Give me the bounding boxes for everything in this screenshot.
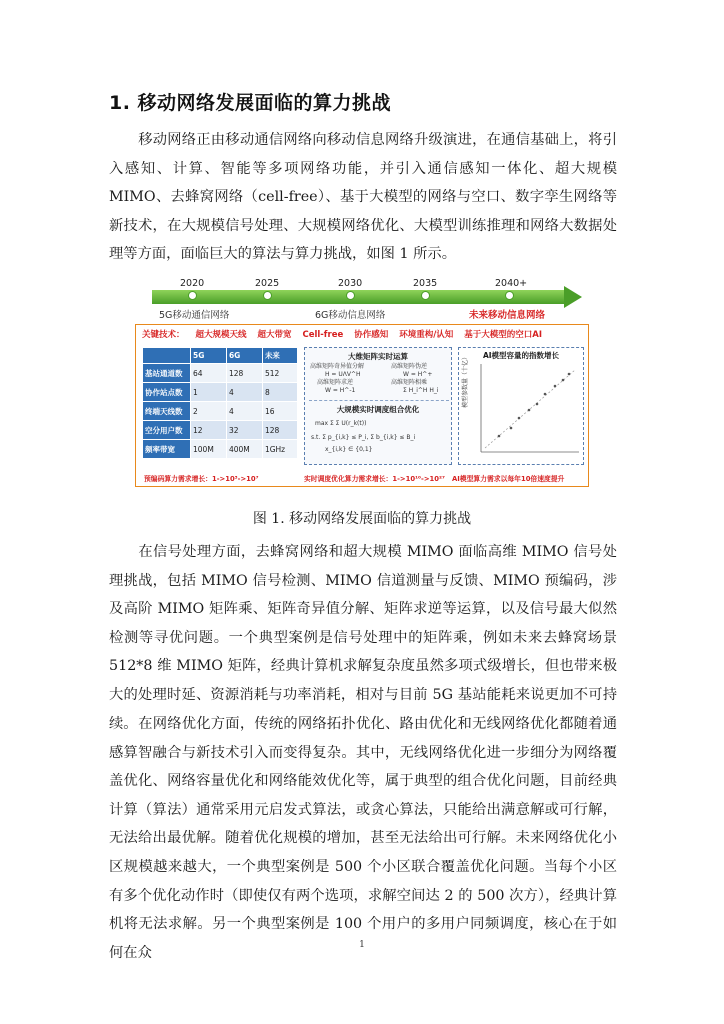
table-cell: 400M xyxy=(226,440,262,459)
plot-title: AI模型容量的指数增长 xyxy=(482,351,560,360)
scheduling-box-title: 大规模实时调度组合优化 xyxy=(336,405,420,414)
algorithm-boxes xyxy=(304,347,452,465)
paragraph-intro xyxy=(109,126,617,269)
table-cell: 32 xyxy=(226,421,262,440)
footnote-ai: AI模型算力需求以每年10倍速度提升 xyxy=(452,475,565,483)
key-tech-item: 协作感知 xyxy=(354,330,389,340)
table-header-row xyxy=(143,348,298,364)
data-point xyxy=(498,435,501,438)
key-tech-item: 基于大模型的空口AI xyxy=(464,330,543,340)
page-number: 1 xyxy=(359,940,365,950)
paragraph-signal-processing xyxy=(109,538,617,738)
key-tech-row xyxy=(142,328,550,340)
timeline-arrow-head xyxy=(564,286,582,308)
table-row-label: 频率带宽 xyxy=(143,440,191,459)
timeline-year: 2035 xyxy=(413,278,438,289)
timeline-bar xyxy=(152,290,564,304)
section-heading: 1. 移动网络发展面临的算力挑战 xyxy=(109,92,392,114)
formula-text: s.t. Σ p_{i,k} ≤ P_i, Σ b_{i,k} ≤ B_i xyxy=(311,434,416,441)
data-point xyxy=(562,379,565,382)
timeline-marker xyxy=(263,291,272,300)
data-point xyxy=(528,409,531,412)
table-cell: 4 xyxy=(226,383,262,402)
table-cell: 8 xyxy=(262,383,297,402)
timeline-year: 2030 xyxy=(338,278,363,289)
table-row xyxy=(143,383,298,402)
paragraph-signal-processing-text: 在信号处理方面，去蜂窝网络和超大规模 MIMO 面临高维 MIMO 信号处理挑战，包括 MIMO 信号检测、MIMO 信道测量与反馈、MIMO 预编码，涉及高阶 MIMO 矩阵乘、矩阵奇异值分解、矩阵求逆等运算，以及信号最大似然检测等寻优问题。一个典型案例是信号处理中的矩阵乘，例如未来去蜂窝场景 512*8 维 MIMO 矩阵，经典计算机求解复杂度虽然多项式级增长，但也带来极大的处理时延、资源消耗与功率消耗，相对与目前 5G 基站能耗来说更加不可持续。 xyxy=(109,544,617,732)
table-cell: 1GHz xyxy=(262,440,297,459)
plot-points xyxy=(498,373,571,438)
footnote-precoding: 预编码算力需求增长：1->10³->10⁷ xyxy=(144,475,259,483)
table-header-cell xyxy=(143,348,191,364)
table-cell: 1 xyxy=(191,383,227,402)
table-row-label: 空分用户数 xyxy=(143,421,191,440)
parameter-table xyxy=(142,347,298,459)
key-tech-item: Cell-free xyxy=(302,330,344,340)
table-cell: 4 xyxy=(226,402,262,421)
data-point xyxy=(536,403,539,406)
formula-text: 高维矩阵求逆 xyxy=(317,379,354,386)
timeline xyxy=(152,290,582,304)
paragraph-network-optimization-text: 在网络优化方面，传统的网络拓扑优化、路由优化和无线网络优化都随着通感算智融合与新技术引入而变得复杂。其中，无线网络优化进一步细分为网络覆盖优化、网络容量优化和网络能效优化等，属于典型的组合优化问题，目前经典计算（算法）通常采用元启发式算法，或贪心算法，只能给出满意解或可行解，无法给出最优解。随着优化规模的增加，甚至无法给出可行解。未来网络优化小区规模越来越大，一个典型案例是 500 个小区联合覆盖优化问题。当每个小区有多个优化动作时（即使仅有两个选项，求解空间达 2 的 500 次方），经典计算机将无法求解。另一个典型案例是 100 个用户的多用户同频调度，核心在于如何在众 xyxy=(109,716,617,961)
formula-text: 高维矩阵相乘 xyxy=(391,379,428,386)
paragraph-network-optimization xyxy=(109,710,617,967)
formula-text: x_{i,k} ∈ {0,1} xyxy=(325,446,373,453)
timeline-marker xyxy=(505,291,514,300)
generation-label-6g: 6G移动信息网络 xyxy=(315,310,386,321)
table-cell: 64 xyxy=(191,364,227,383)
table-cell: 2 xyxy=(191,402,227,421)
table-row-label: 基站通道数 xyxy=(143,364,191,383)
key-tech-item: 环境重构/认知 xyxy=(399,330,454,340)
timeline-year: 2040+ xyxy=(495,278,528,289)
challenge-panel xyxy=(135,324,589,487)
plot-y-label: 模型参数量（十亿） xyxy=(462,353,469,408)
timeline-year: 2025 xyxy=(255,278,280,289)
table-row xyxy=(143,402,298,421)
paragraph-intro-text: 移动网络正由移动通信网络向移动信息网络升级演进，在通信基础上，将引入感知、计算、智能等多项网络功能，并引入通信感知一体化、超大规模 MIMO、去蜂窝网络（cell-free）、基于大模型的网络与空口、数字孪生网络等新技术，在大规模信号处理、大规模网络优化、大模型训练推理和网络大数据处理等方面，面临巨大的算法与算力挑战，如图 1 所示。 xyxy=(109,132,617,263)
table-row xyxy=(143,421,298,440)
table-row xyxy=(143,364,298,383)
data-point xyxy=(568,373,571,376)
formula-text: 高维矩阵伪逆 xyxy=(391,363,428,370)
table-header-cell: 5G xyxy=(191,348,227,364)
formula-text: H = UΛV^H xyxy=(325,371,361,378)
ai-growth-plot xyxy=(458,347,584,465)
data-point xyxy=(510,427,513,430)
table-row xyxy=(143,440,298,459)
generation-label-5g: 5G移动通信网络 xyxy=(159,310,230,321)
formula-text: W = H^+ xyxy=(403,371,433,378)
box-divider xyxy=(309,400,449,401)
figure-compute-challenges xyxy=(135,276,589,488)
timeline-marker xyxy=(421,291,430,300)
key-tech-label: 关键技术： xyxy=(142,330,185,340)
figure-caption: 图 1. 移动网络发展面临的算力挑战 xyxy=(252,511,472,527)
table-cell: 128 xyxy=(226,364,262,383)
timeline-marker xyxy=(188,291,197,300)
table-cell: 12 xyxy=(191,421,227,440)
plot-graphic xyxy=(459,348,585,466)
formula-text: W = H^-1 xyxy=(325,387,356,394)
formula-text: Σ H_i^H H_i xyxy=(403,387,439,394)
key-tech-item: 超大带宽 xyxy=(257,330,292,340)
matrix-box-title: 大维矩阵实时运算 xyxy=(348,352,408,361)
table-cell: 512 xyxy=(262,364,297,383)
table-row-label: 终端天线数 xyxy=(143,402,191,421)
table-header-cell: 6G xyxy=(226,348,262,364)
timeline-year: 2020 xyxy=(180,278,205,289)
table-row-label: 协作站点数 xyxy=(143,383,191,402)
timeline-marker xyxy=(346,291,355,300)
generation-label-future: 未来移动信息网络 xyxy=(469,310,546,321)
data-point xyxy=(518,417,521,420)
footnote-scheduling: 实时调度优化算力需求增长：1->10¹⁰->10²⁷ xyxy=(304,475,445,483)
formula-text: 高维矩阵奇异值分解 xyxy=(310,363,365,370)
table-cell: 16 xyxy=(262,402,297,421)
data-point xyxy=(554,385,557,388)
table-cell: 128 xyxy=(262,421,297,440)
data-point xyxy=(544,393,547,396)
table-cell: 100M xyxy=(191,440,227,459)
table-header-cell: 未来 xyxy=(262,348,297,364)
formula-text: max Σ Σ U(r_k(t)) xyxy=(315,420,367,427)
key-tech-item: 超大规模天线 xyxy=(195,330,247,340)
